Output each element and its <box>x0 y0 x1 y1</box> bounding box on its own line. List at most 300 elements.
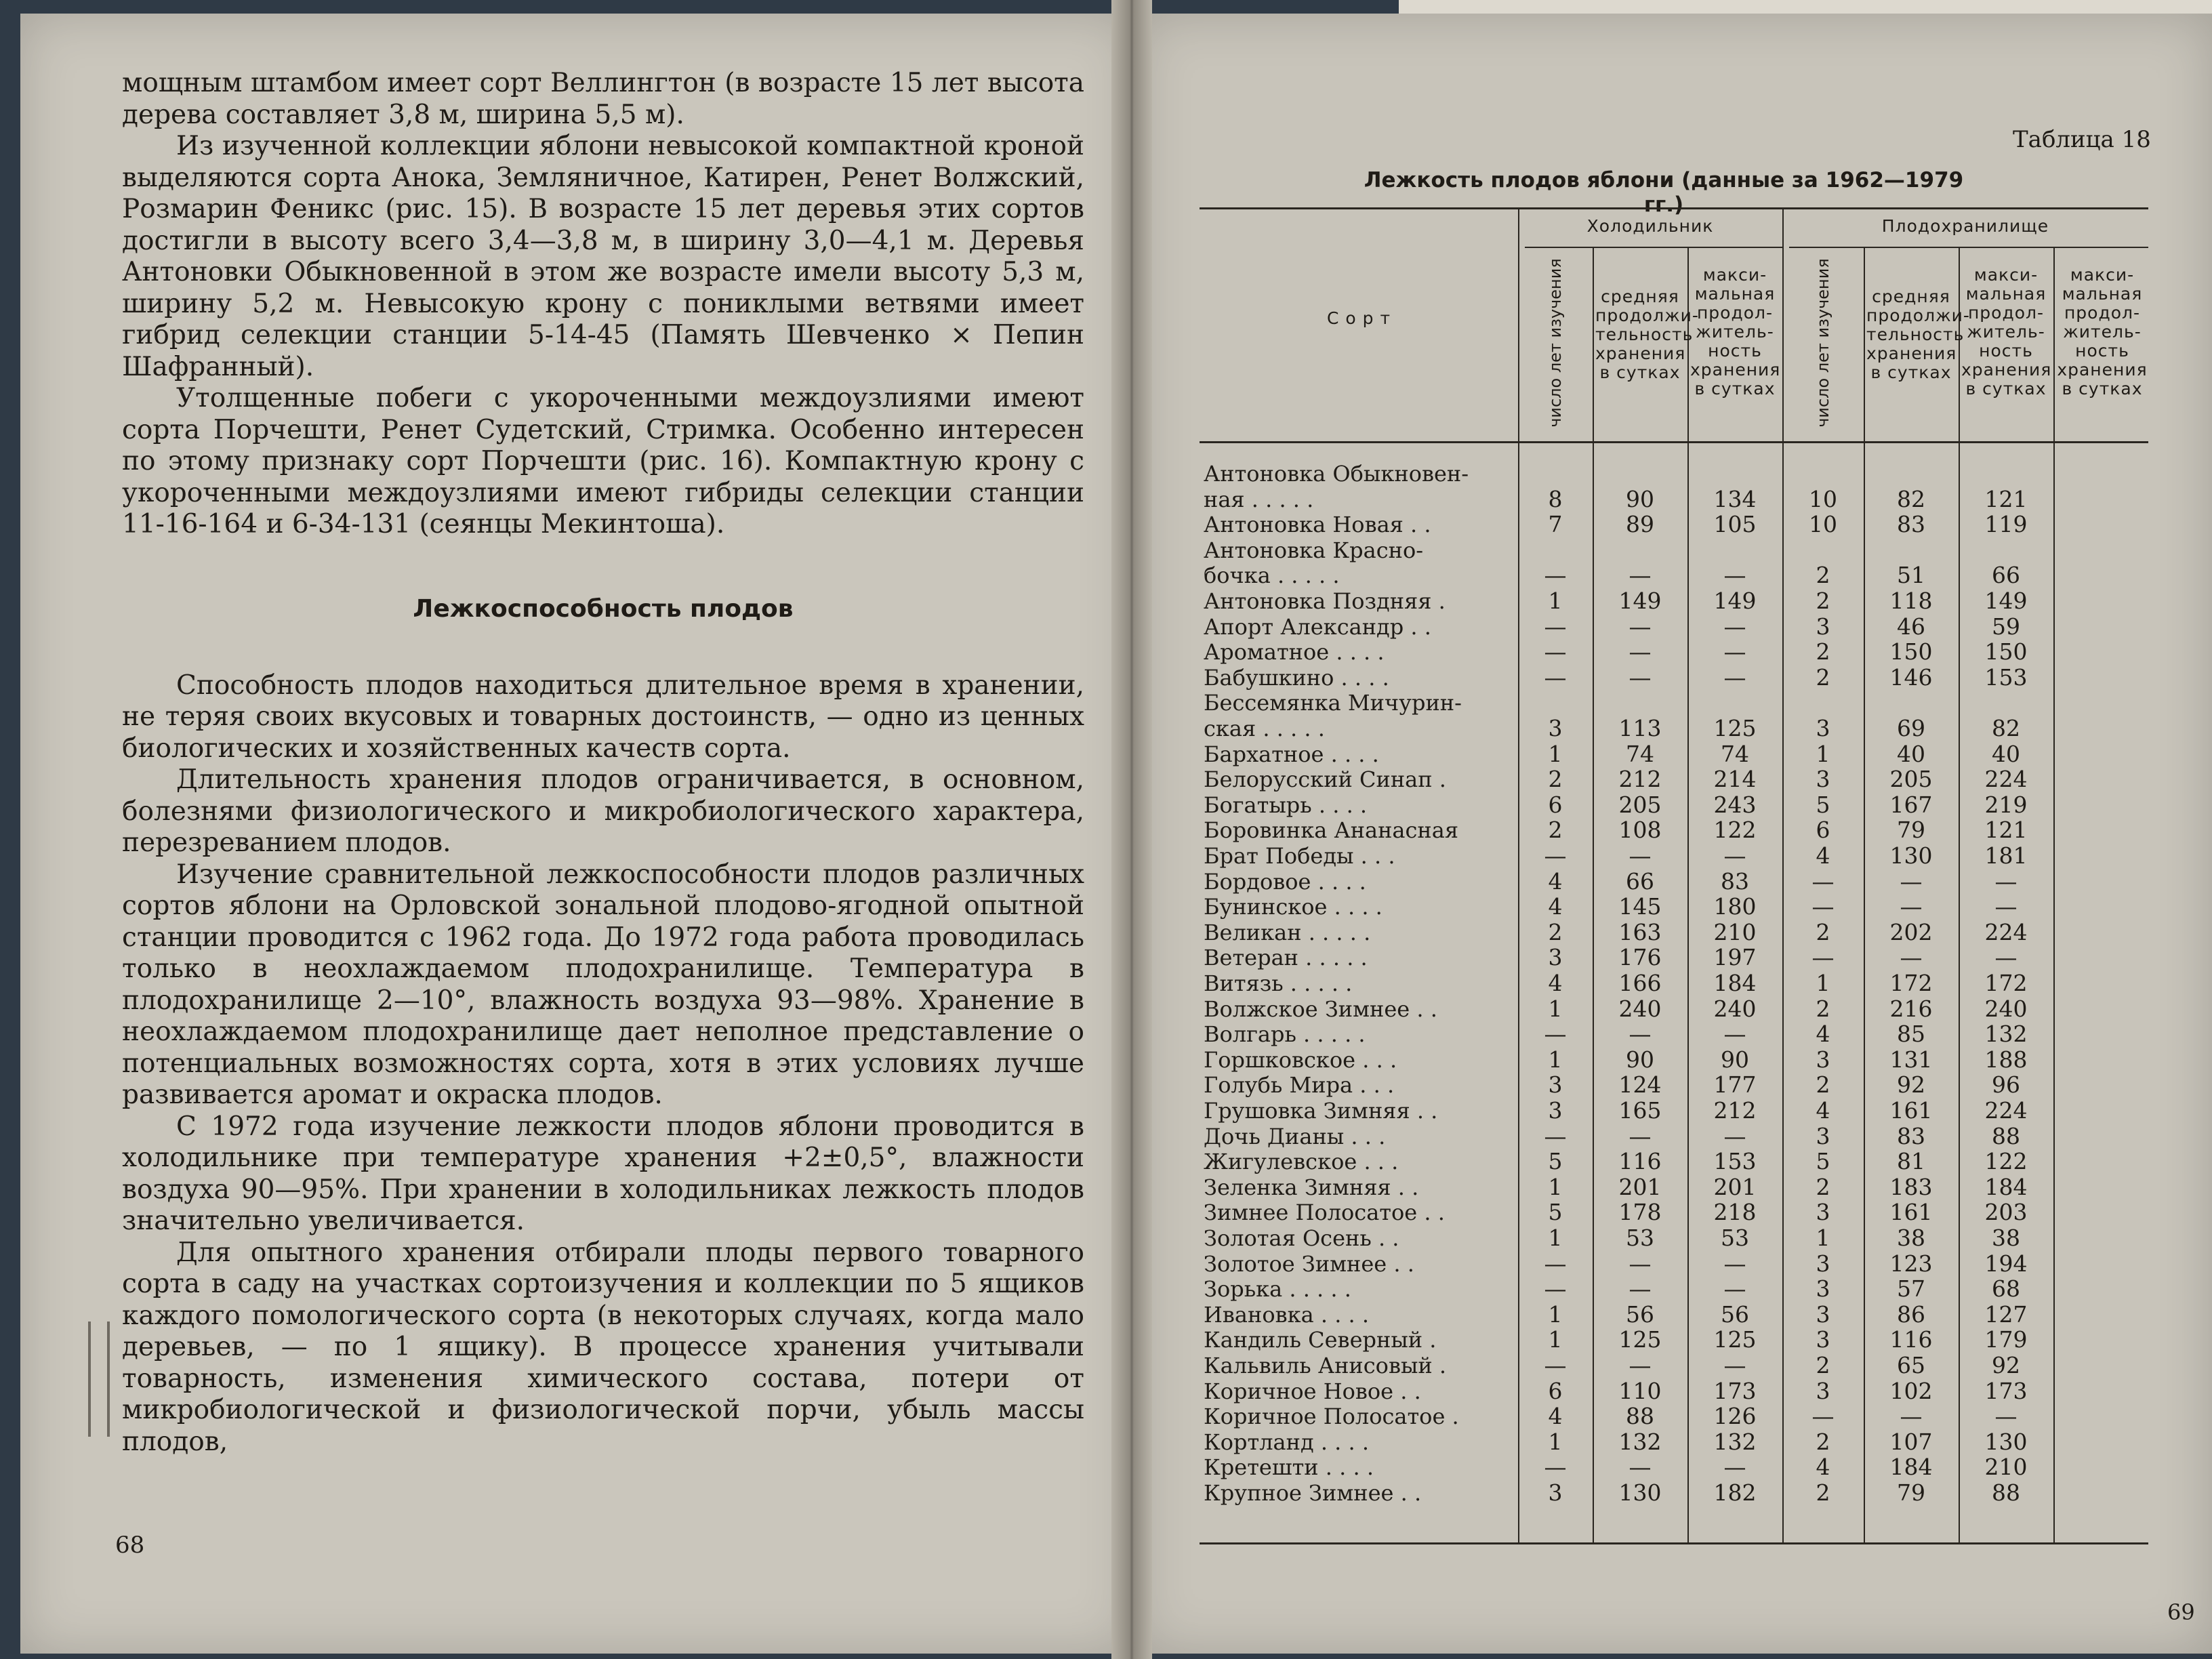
table-cell: 38 <box>1992 1225 2020 1251</box>
table-cell: 2 <box>1548 766 1563 793</box>
variety-name: Бабушкино . . . . <box>1204 664 1389 691</box>
table-cell: 116 <box>1889 1326 1933 1353</box>
table-cell: — <box>1723 1275 1746 1303</box>
table-cell: 5 <box>1548 1148 1563 1175</box>
table-cell: 1 <box>1548 995 1563 1022</box>
table-cell: 74 <box>1626 740 1654 767</box>
table-cell: 116 <box>1618 1148 1662 1175</box>
table-cell: 201 <box>1713 1173 1757 1200</box>
table-cell: 88 <box>1626 1403 1654 1430</box>
table-cell: 69 <box>1897 714 1925 741</box>
table-cell: 3 <box>1816 1377 1830 1404</box>
table-cell: 132 <box>1618 1428 1662 1455</box>
table-cell: 205 <box>1889 766 1933 793</box>
table-cell: 184 <box>1713 970 1757 996</box>
table-cell: — <box>1629 1275 1652 1303</box>
table-cell: 107 <box>1889 1428 1933 1455</box>
table-cell: 2 <box>1816 918 1830 945</box>
table-cell: 3 <box>1548 714 1563 741</box>
variety-name: Кальвиль Анисовый . <box>1204 1353 1447 1378</box>
table-cell: 212 <box>1713 1097 1757 1124</box>
table-cell: 1 <box>1548 1326 1563 1353</box>
table-cell: 194 <box>1984 1250 2028 1277</box>
table-cell: 6 <box>1548 791 1563 818</box>
variety-name: Бессемянка Мичурин- <box>1204 690 1462 716</box>
storage-table <box>1200 207 2148 1542</box>
table-cell: 134 <box>1713 485 1757 512</box>
table-cell: 127 <box>1984 1300 2028 1328</box>
variety-name: Антоновка Обыкновен- <box>1204 461 1469 487</box>
table-cell: 130 <box>1984 1428 2028 1455</box>
table-cell: 113 <box>1618 714 1662 741</box>
table-cell: 224 <box>1984 1097 2028 1124</box>
table-cell: — <box>1544 1352 1567 1378</box>
table-cell: 102 <box>1889 1377 1933 1404</box>
variety-name: Зорька . . . . . <box>1204 1276 1351 1303</box>
table-cell: 2 <box>1816 995 1830 1022</box>
table-cell: 145 <box>1618 893 1662 920</box>
table-cell: 82 <box>1897 485 1925 512</box>
table-cell: — <box>1723 1250 1746 1277</box>
table-cell: 161 <box>1889 1199 1933 1226</box>
table-cell: 176 <box>1618 944 1662 971</box>
variety-name: Ветеран . . . . . <box>1204 945 1368 971</box>
table-number: Таблица 18 <box>2013 126 2151 153</box>
table-cell: 1 <box>1548 588 1563 614</box>
table-cell: 224 <box>1984 918 2028 945</box>
variety-name: ная . . . . . <box>1204 486 1314 512</box>
table-cell: 184 <box>1984 1173 2028 1200</box>
table-cell: — <box>1629 613 1652 640</box>
group-rule-2 <box>1789 247 2148 248</box>
table-cell: 3 <box>1816 1326 1830 1353</box>
table-cell: 1 <box>1548 1300 1563 1328</box>
table-cell: 74 <box>1721 740 1749 767</box>
table-cell: 149 <box>1713 588 1757 614</box>
table-cell: 2 <box>1816 588 1830 614</box>
header-max-duration: макси- мальная продол- житель- ность хранения в сутках <box>1961 265 2052 398</box>
table-cell: 3 <box>1548 1097 1563 1124</box>
table-cell: 1 <box>1816 740 1830 767</box>
table-cell: — <box>1900 893 1923 920</box>
variety-name: Дочь Дианы . . . <box>1204 1123 1386 1149</box>
table-cell: — <box>1723 613 1746 640</box>
table-cell: 118 <box>1889 588 1933 614</box>
table-cell: 2 <box>1548 817 1563 844</box>
table-top-rule <box>1200 207 2148 209</box>
table-cell: 108 <box>1618 817 1662 844</box>
table-cell: 218 <box>1713 1199 1757 1226</box>
variety-name: Витязь . . . . . <box>1204 970 1353 996</box>
variety-name: Золотая Осень . . <box>1204 1225 1399 1251</box>
table-cell: 2 <box>1816 1173 1830 1200</box>
table-cell: — <box>1811 867 1835 895</box>
table-cell: 131 <box>1889 1046 1933 1073</box>
table-cell: 40 <box>1992 740 2020 767</box>
variety-name: бочка . . . . . <box>1204 562 1340 589</box>
table-cell: — <box>1544 1275 1567 1303</box>
table-cell: 2 <box>1816 638 1830 665</box>
table-cell: — <box>1900 944 1923 971</box>
table-cell: 150 <box>1889 638 1933 665</box>
table-cell: 124 <box>1618 1071 1662 1099</box>
table-cell: 240 <box>1713 995 1757 1022</box>
table-cell: — <box>1629 1122 1652 1149</box>
variety-name: Брат Победы . . . <box>1204 843 1395 869</box>
variety-name: Боровинка Ананасная <box>1204 817 1459 844</box>
table-cell: — <box>1629 638 1652 665</box>
table-cell: — <box>1994 944 2018 971</box>
variety-name: Коричное Полосатое . <box>1204 1404 1459 1430</box>
table-cell: — <box>1544 1122 1567 1149</box>
variety-name: Волжское Зимнее . . <box>1204 996 1437 1022</box>
variety-name: Коричное Новое . . <box>1204 1378 1421 1404</box>
table-cell: 188 <box>1984 1046 2028 1073</box>
header-years-studied: число лет изучения <box>1546 258 1565 428</box>
table-cell: 40 <box>1897 740 1925 767</box>
table-cell: 123 <box>1889 1250 1933 1277</box>
table-cell: 214 <box>1713 766 1757 793</box>
margin-pencil-marks <box>88 1322 110 1437</box>
table-cell: — <box>1723 1021 1746 1048</box>
table-cell: — <box>1723 1122 1746 1149</box>
table-cell: 153 <box>1713 1148 1757 1175</box>
table-cell: 86 <box>1897 1300 1925 1328</box>
table-cell: 153 <box>1984 663 2028 691</box>
table-cell: 125 <box>1713 714 1757 741</box>
variety-name: Антоновка Поздняя . <box>1204 588 1446 614</box>
paragraph: Для опытного хранения отбирали плоды первого товарного сорта в саду на участках сортоизучения и коллекции по 5 ящиков каждого помологического сорта (в некоторых случаях, когда мало деревьев, — по 1 ящику). В процессе хранения учитывали товарность, изменения химического состава, потери от микробиологической и физиологической порчи, убыль массы плодов, <box>122 1237 1084 1457</box>
table-cell: 173 <box>1713 1377 1757 1404</box>
variety-name: Белорусский Синап . <box>1204 766 1446 793</box>
table-cell: 6 <box>1816 817 1830 844</box>
header-average-duration: средняя продолжи- тельность хранения в сутках <box>1866 287 1970 382</box>
table-cell: 4 <box>1548 867 1563 895</box>
table-cell: 4 <box>1548 970 1563 996</box>
table-cell: 201 <box>1618 1173 1662 1200</box>
header-refrigerator: Холодильник <box>1586 216 1714 236</box>
table-cell: — <box>1723 842 1746 869</box>
table-cell: 68 <box>1992 1275 2020 1303</box>
table-cell: 150 <box>1984 638 2028 665</box>
table-cell: 83 <box>1897 1122 1925 1149</box>
table-cell: 88 <box>1992 1122 2020 1149</box>
table-cell: 3 <box>1548 1071 1563 1099</box>
table-cell: 5 <box>1816 1148 1830 1175</box>
header-average-duration: средняя продолжи- тельность хранения в сутках <box>1595 287 1699 382</box>
table-cell: 3 <box>1816 1275 1830 1303</box>
table-cell: 183 <box>1889 1173 1933 1200</box>
table-cell: 92 <box>1897 1071 1925 1099</box>
table-cell: 184 <box>1889 1454 1933 1481</box>
table-cell: 88 <box>1992 1479 2020 1506</box>
variety-name: Апорт Александр . . <box>1204 613 1431 640</box>
table-title: Лежкость плодов яблони (данные за 1962—1979 гг.) <box>1364 168 1964 217</box>
variety-name: Ивановка . . . . <box>1204 1301 1370 1328</box>
table-cell: 197 <box>1713 944 1757 971</box>
paragraph: Длительность хранения плодов ограничивается, в основном, болезнями физиологического и микробиологического характера, перезреванием плодов. <box>122 764 1084 858</box>
variety-name: Зеленка Зимняя . . <box>1204 1174 1419 1200</box>
left-page <box>20 14 1132 1654</box>
table-cell: 1 <box>1816 1225 1830 1251</box>
table-cell: 1 <box>1548 740 1563 767</box>
table-cell: 3 <box>1816 714 1830 741</box>
table-cell: 4 <box>1816 1454 1830 1481</box>
table-cell: — <box>1900 1403 1923 1430</box>
table-cell: 130 <box>1618 1479 1662 1506</box>
table-cell: — <box>1629 1352 1652 1378</box>
table-cell: 79 <box>1897 817 1925 844</box>
left-page-text <box>122 68 1084 1458</box>
table-cell: 173 <box>1984 1377 2028 1404</box>
table-cell: 51 <box>1897 562 1925 589</box>
table-cell: — <box>1544 1250 1567 1277</box>
section-heading: Лежкоспособность плодов <box>413 594 794 623</box>
table-cell: 59 <box>1992 613 2020 640</box>
table-cell: 83 <box>1897 511 1925 538</box>
variety-name: Антоновка Красно- <box>1204 537 1424 563</box>
table-cell: 146 <box>1889 663 1933 691</box>
variety-name: Бунинское . . . . <box>1204 894 1382 920</box>
table-cell: 2 <box>1816 1428 1830 1455</box>
paragraph: мощным штамбом имеет сорт Веллингтон (в возрасте 15 лет высота дерева составляет 3,8 м, ширина 5,5 м). <box>122 68 1084 130</box>
table-cell: — <box>1544 613 1567 640</box>
table-cell: 3 <box>1816 1122 1830 1149</box>
table-cell: 1 <box>1548 1046 1563 1073</box>
paragraph: Из изученной коллекции яблони невысокой компактной кроной выделяются сорта Анока, Земляничное, Катирен, Ренет Волжский, Розмарин Феникс (рис. 15). В возрасте 15 лет деревья этих сортов достигли в высоту всего 3,4—3,8 м, в ширину 3,0—4,1 м. Деревья Антоновки Обыкновенной в этом же возрасте имели высоту 5,3 м, ширину 5,2 м. Невысокую крону с пониклыми ветвями имеет гибрид селекции станции 5-14-45 (Память Шевченко × Пепин Шафранный). <box>122 131 1084 382</box>
table-cell: — <box>1544 562 1567 589</box>
table-cell: 126 <box>1713 1403 1757 1430</box>
table-cell: 3 <box>1816 1199 1830 1226</box>
header-variety: С о р т <box>1326 308 1391 328</box>
table-cell: 5 <box>1816 791 1830 818</box>
table-cell: — <box>1544 1021 1567 1048</box>
table-cell: — <box>1900 867 1923 895</box>
paragraph: С 1972 года изучение лежкости плодов яблони проводится в холодильнике при температуре хранения +2±0,5°, влажности воздуха 90—95%. При хранении в холодильниках лежкость плодов значительно увеличивается. <box>122 1111 1084 1236</box>
table-cell: 132 <box>1713 1428 1757 1455</box>
table-cell: 81 <box>1897 1148 1925 1175</box>
table-cell: 4 <box>1548 1403 1563 1430</box>
table-cell: 180 <box>1713 893 1757 920</box>
column-rule <box>2053 247 2055 1542</box>
table-cell: 56 <box>1626 1300 1654 1328</box>
table-cell: 122 <box>1713 817 1757 844</box>
table-cell: 179 <box>1984 1326 2028 1353</box>
header-years-studied: число лет изучения <box>1814 258 1832 428</box>
table-cell: 3 <box>1816 613 1830 640</box>
table-cell: 240 <box>1984 995 2028 1022</box>
table-cell: 240 <box>1618 995 1662 1022</box>
table-cell: — <box>1723 638 1746 665</box>
table-cell: 46 <box>1897 613 1925 640</box>
table-cell: 110 <box>1618 1377 1662 1404</box>
table-cell: — <box>1811 944 1835 971</box>
table-cell: 1 <box>1548 1428 1563 1455</box>
header-max-duration: макси- мальная продол- житель- ность хранения в сутках <box>2057 265 2148 398</box>
table-cell: 130 <box>1889 842 1933 869</box>
variety-name: Антоновка Новая . . <box>1204 512 1431 538</box>
variety-name: Грушовка Зимняя . . <box>1204 1098 1438 1124</box>
table-cell: — <box>1629 663 1652 691</box>
table-cell: 1 <box>1548 1173 1563 1200</box>
table-cell: 165 <box>1618 1097 1662 1124</box>
table-cell: 121 <box>1984 817 2028 844</box>
variety-name: Крупное Зимнее . . <box>1204 1480 1422 1506</box>
table-cell: 2 <box>1548 918 1563 945</box>
table-cell: 3 <box>1548 944 1563 971</box>
page-number-right: 69 <box>2167 1599 2195 1625</box>
variety-name: ская . . . . . <box>1204 715 1325 741</box>
table-cell: 3 <box>1548 1479 1563 1506</box>
table-cell: 4 <box>1548 893 1563 920</box>
table-cell: 172 <box>1889 970 1933 996</box>
table-cell: — <box>1629 562 1652 589</box>
table-cell: 149 <box>1984 588 2028 614</box>
table-cell: 66 <box>1992 562 2020 589</box>
variety-name: Кретешти . . . . <box>1204 1454 1374 1481</box>
table-cell: 125 <box>1713 1326 1757 1353</box>
table-cell: 8 <box>1548 485 1563 512</box>
table-cell: — <box>1811 893 1835 920</box>
table-cell: 90 <box>1721 1046 1749 1073</box>
table-cell: 149 <box>1618 588 1662 614</box>
header-max-duration: макси- мальная продол- житель- ность хранения в сутках <box>1690 265 1781 398</box>
table-cell: 2 <box>1816 1071 1830 1099</box>
variety-name: Горшковское . . . <box>1204 1046 1397 1073</box>
table-cell: 122 <box>1984 1148 2028 1175</box>
paragraph: Утолщенные побеги с укороченными междоузлиями имеют сорта Порчешти, Ренет Судетский, Стримка. Особенно интересен по этому признаку сорт Порчешти (рис. 16). Компактную крону с укороченными междоузлиями имеют гибриды селекции станции 11-16-164 и 6-34-131 (сеянцы Мекинтоша). <box>122 383 1084 539</box>
table-cell: 10 <box>1809 485 1837 512</box>
variety-name: Голубь Мира . . . <box>1204 1072 1395 1099</box>
table-cell: 167 <box>1889 791 1933 818</box>
table-cell: 53 <box>1626 1225 1654 1251</box>
table-cell: 202 <box>1889 918 1933 945</box>
paragraph: Способность плодов находиться длительное время в хранении, не теряя своих вкусовых и товарных достоинств, — одно из ценных биологических и хозяйственных качеств сорта. <box>122 670 1084 764</box>
table-cell: 181 <box>1984 842 2028 869</box>
group-rule-1 <box>1525 247 1782 248</box>
table-cell: 82 <box>1992 714 2020 741</box>
variety-name: Бархатное . . . . <box>1204 741 1379 767</box>
table-cell: 6 <box>1548 1377 1563 1404</box>
variety-name: Богатырь . . . . <box>1204 792 1368 818</box>
variety-name: Великан . . . . . <box>1204 919 1371 945</box>
variety-name: Кортланд . . . . <box>1204 1429 1370 1455</box>
table-cell: 66 <box>1626 867 1654 895</box>
table-cell: 96 <box>1992 1071 2020 1099</box>
variety-name: Бордовое . . . . <box>1204 868 1366 895</box>
variety-name: Ароматное . . . . <box>1204 639 1385 665</box>
right-page <box>1139 14 2212 1654</box>
table-cell: 38 <box>1897 1225 1925 1251</box>
table-cell: — <box>1723 562 1746 589</box>
table-cell: — <box>1629 1021 1652 1048</box>
table-cell: — <box>1629 1250 1652 1277</box>
table-cell: 92 <box>1992 1352 2020 1378</box>
table-cell: — <box>1994 867 2018 895</box>
table-cell: 212 <box>1618 766 1662 793</box>
variety-name: Волгарь . . . . . <box>1204 1021 1366 1048</box>
table-cell: 125 <box>1618 1326 1662 1353</box>
table-cell: 7 <box>1548 511 1563 538</box>
table-cell: 90 <box>1626 1046 1654 1073</box>
variety-name: Кандиль Северный . <box>1204 1327 1437 1353</box>
table-cell: 4 <box>1816 1021 1830 1048</box>
table-cell: 182 <box>1713 1479 1757 1506</box>
table-cell: 132 <box>1984 1021 2028 1048</box>
table-cell: 205 <box>1618 791 1662 818</box>
table-cell: — <box>1811 1403 1835 1430</box>
table-cell: 89 <box>1626 511 1654 538</box>
table-cell: 4 <box>1816 1097 1830 1124</box>
table-cell: 56 <box>1721 1300 1749 1328</box>
table-cell: 172 <box>1984 970 2028 996</box>
variety-name: Зимнее Полосатое . . <box>1204 1200 1445 1226</box>
table-cell: 105 <box>1713 511 1757 538</box>
table-cell: — <box>1994 1403 2018 1430</box>
table-cell: 166 <box>1618 970 1662 996</box>
table-cell: 1 <box>1548 1225 1563 1251</box>
table-cell: 161 <box>1889 1097 1933 1124</box>
table-cell: — <box>1994 893 2018 920</box>
table-cell: 4 <box>1816 842 1830 869</box>
paragraph: Изучение сравнительной лежкоспособности плодов различных сортов яблони на Орловской зональной плодово-ягодной опытной станции проводится с 1962 года. До 1972 года работа проводилась только в неохлаждаемом плодохранилище. Температура в плодохранилище 2—10°, влажность воздуха 93—98%. Хранение в неохлаждаемом плодохранилище дает неполное представление о потенциальных возможностях сорта, хотя в этих условиях лучше развивается аромат и окраска плодов. <box>122 859 1084 1110</box>
table-cell: 210 <box>1984 1454 2028 1481</box>
table-cell: 85 <box>1897 1021 1925 1048</box>
table-cell: 2 <box>1816 663 1830 691</box>
table-cell: 3 <box>1816 1250 1830 1277</box>
table-cell: — <box>1629 842 1652 869</box>
table-cell: — <box>1544 842 1567 869</box>
book-spine <box>1111 0 1152 1659</box>
table-cell: 3 <box>1816 766 1830 793</box>
table-cell: 177 <box>1713 1071 1757 1099</box>
table-cell: 163 <box>1618 918 1662 945</box>
table-cell: 57 <box>1897 1275 1925 1303</box>
table-cell: 243 <box>1713 791 1757 818</box>
table-cell: — <box>1544 1454 1567 1481</box>
table-cell: 2 <box>1816 1479 1830 1506</box>
page-number-left: 68 <box>115 1532 145 1559</box>
table-cell: — <box>1723 1352 1746 1378</box>
table-cell: 203 <box>1984 1199 2028 1226</box>
header-fruit-storage: Плодохранилище <box>1881 216 2049 236</box>
table-cell: — <box>1544 638 1567 665</box>
table-cell: — <box>1629 1454 1652 1481</box>
table-cell: 10 <box>1809 511 1837 538</box>
table-cell: 5 <box>1548 1199 1563 1226</box>
table-cell: 79 <box>1897 1479 1925 1506</box>
variety-name: Золотое Зимнее . . <box>1204 1250 1414 1277</box>
table-bottom-rule <box>1200 1542 2148 1544</box>
table-cell: 119 <box>1984 511 2028 538</box>
table-cell: 216 <box>1889 995 1933 1022</box>
table-cell: 1 <box>1816 970 1830 996</box>
table-cell: — <box>1723 663 1746 691</box>
variety-name: Жигулевское . . . <box>1204 1149 1399 1175</box>
table-cell: — <box>1544 663 1567 691</box>
table-cell: 210 <box>1713 918 1757 945</box>
table-cell: 178 <box>1618 1199 1662 1226</box>
table-cell: 3 <box>1816 1300 1830 1328</box>
table-cell: 53 <box>1721 1225 1749 1251</box>
table-cell: 224 <box>1984 766 2028 793</box>
table-cell: 3 <box>1816 1046 1830 1073</box>
table-cell: 90 <box>1626 485 1654 512</box>
table-header-rule <box>1200 441 2148 443</box>
table-cell: 65 <box>1897 1352 1925 1378</box>
table-cell: 219 <box>1984 791 2028 818</box>
table-cell: 121 <box>1984 485 2028 512</box>
